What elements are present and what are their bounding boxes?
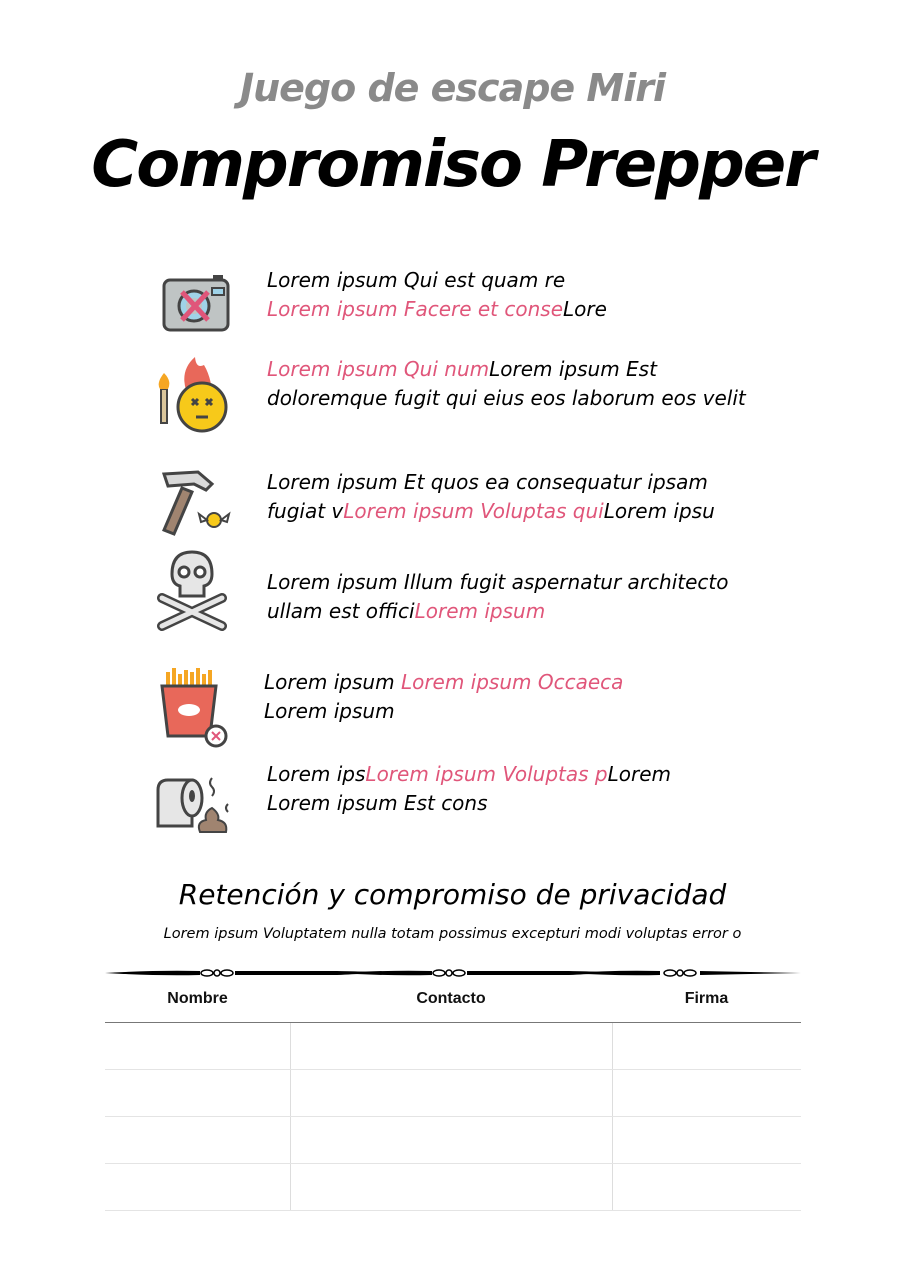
no-fries-icon [150, 664, 234, 748]
table-row [105, 1164, 801, 1211]
highlighted-text: Lorem ipsum Voluptas qui [343, 499, 604, 523]
commitment-text [264, 668, 764, 726]
text-segment: Lorem ipsum Illum fugit aspernatur architecto ullam est offici [267, 570, 729, 623]
commitment-text [267, 568, 767, 626]
section-title: Retención y compromiso de privacidad [178, 878, 727, 911]
signature-cell-firma[interactable] [612, 1164, 801, 1211]
table-row [105, 1023, 801, 1070]
highlighted-text: Lorem ipsum Facere et conse [267, 297, 564, 321]
highlighted-text: Lorem ipsum Qui num [267, 357, 490, 381]
signature-cell-nombre[interactable] [105, 1117, 290, 1164]
signature-cell-contacto[interactable] [290, 1023, 612, 1070]
text-segment: Lorem ipsum Qui est quam re [267, 268, 566, 292]
broken-camera-icon [150, 266, 234, 350]
document-subtitle: Juego de escape Miri [239, 66, 666, 110]
commitment-text [267, 266, 767, 324]
skull-crossbones-icon [150, 548, 234, 632]
signature-cell-contacto[interactable] [290, 1117, 612, 1164]
signature-cell-nombre[interactable] [105, 1070, 290, 1117]
signature-cell-nombre[interactable] [105, 1023, 290, 1070]
hammer-candy-icon [150, 462, 234, 546]
toilet-paper-poop-icon [150, 760, 234, 844]
text-segment: Lorem ipsum Est cons [267, 791, 488, 815]
text-segment: Lorem ips [267, 762, 366, 786]
signature-cell-firma[interactable] [612, 1023, 801, 1070]
highlighted-text: Lorem ipsum [414, 599, 546, 623]
text-segment: Lorem [607, 762, 671, 786]
text-segment: Lorem ipsum [264, 670, 401, 694]
signature-table [105, 976, 801, 1211]
signature-cell-nombre[interactable] [105, 1164, 290, 1211]
highlighted-text: Lorem ipsum Voluptas p [365, 762, 608, 786]
text-segment: Lorem ipsum Est doloremque fugit qui eius eos laborum eos velit [267, 357, 746, 410]
text-segment: Lore [563, 297, 607, 321]
highlighted-text: Lorem ipsum Occaeca [400, 670, 624, 694]
column-header-contacto: Contacto [290, 976, 612, 1023]
column-header-firma: Firma [612, 976, 801, 1023]
text-segment: Lorem ipsum [264, 699, 395, 723]
signature-cell-firma[interactable] [612, 1117, 801, 1164]
commitment-text [267, 355, 767, 413]
signature-cell-contacto[interactable] [290, 1070, 612, 1117]
signature-cell-firma[interactable] [612, 1070, 801, 1117]
document-title: Compromiso Prepper [91, 128, 814, 202]
commitment-text [267, 760, 767, 818]
commitment-text [267, 468, 767, 526]
signature-cell-contacto[interactable] [290, 1164, 612, 1211]
section-description: Lorem ipsum Voluptatem nulla totam possimus excepturi modi voluptas error o [163, 926, 742, 942]
text-segment: Lorem ipsu [603, 499, 715, 523]
text-segment: Lorem ipsum Et quos ea consequatur ipsam fugiat v [267, 470, 708, 523]
table-row [105, 1070, 801, 1117]
table-row [105, 1117, 801, 1164]
burning-head-match-icon [150, 355, 234, 439]
column-header-nombre: Nombre [105, 976, 290, 1023]
